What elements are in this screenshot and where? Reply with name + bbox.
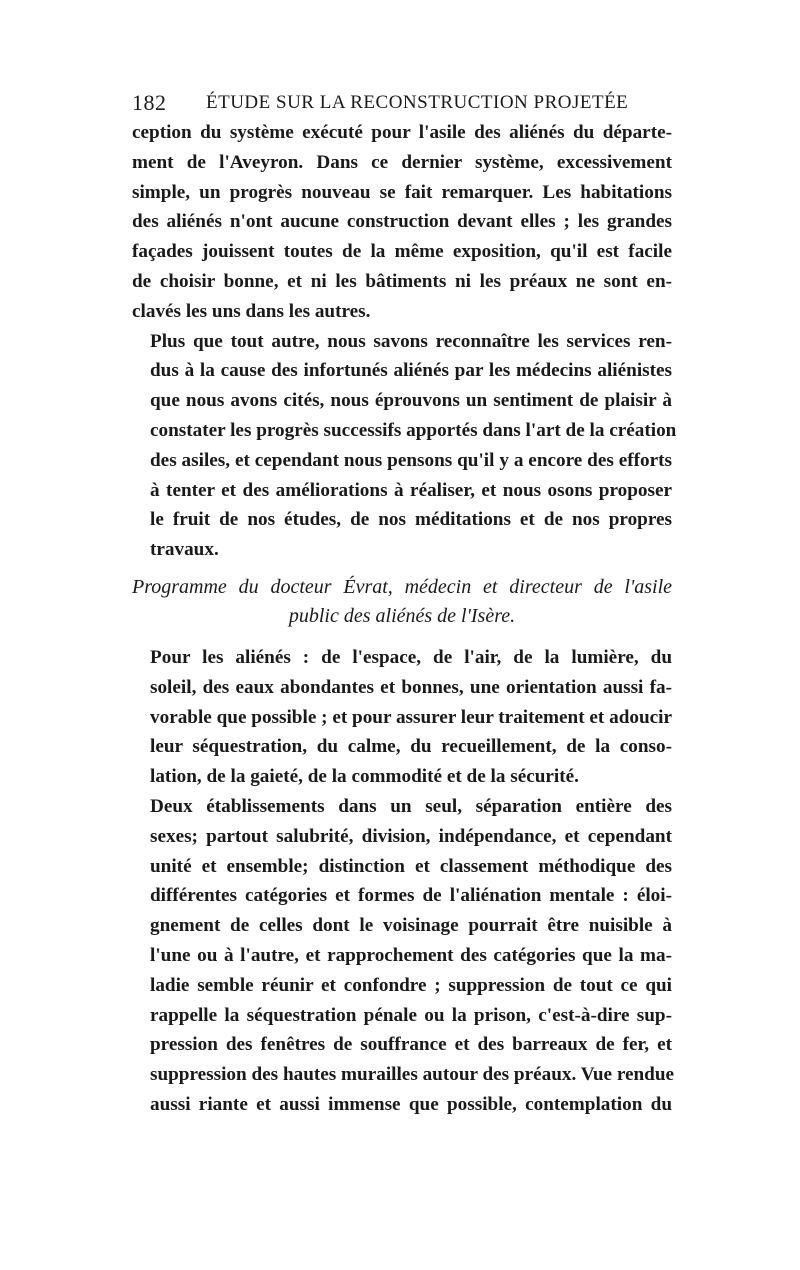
text-line: ladie semble réunir et confondre ; suppression de tout ce qui — [150, 974, 672, 996]
running-head — [132, 90, 672, 118]
text-line: unité et ensemble; distinction et classement méthodique des — [150, 855, 672, 877]
text-line: façades jouissent toutes de la même exposition, qu'il est facile — [132, 241, 672, 263]
text-line: gnement de celles dont le voisinage pourrait être nuisible à — [150, 915, 672, 937]
text-line: Plus que tout autre, nous savons reconnaître les services ren- — [150, 330, 672, 352]
text-line: de choisir bonne, et ni les bâtiments ni les préaux ne sont en- — [132, 270, 672, 292]
text-line: différentes catégories et formes de l'aliénation mentale : éloi- — [150, 885, 672, 907]
paragraph-1 — [132, 118, 672, 327]
text-line: sexes; partout salubrité, division, indépendance, et cependant — [150, 825, 672, 847]
text-line: dus à la cause des infortunés aliénés par les médecins aliénistes — [150, 360, 672, 382]
text-line: l'une ou à l'autre, et rapprochement des catégories que la ma- — [150, 944, 672, 966]
text-line: le fruit de nos études, de nos méditations et de nos propres — [150, 509, 672, 531]
text-line: ception du système exécuté pour l'asile des aliénés du départe- — [132, 122, 672, 143]
section-heading — [132, 573, 672, 631]
text-line: rappelle la séquestration pénale ou la prison, c'est-à-dire sup- — [150, 1004, 672, 1026]
text-line: ment de l'Aveyron. Dans ce dernier système, excessivement — [132, 151, 672, 173]
body-text — [132, 118, 677, 1120]
text-line: suppression des hautes murailles autour des préaux. Vue rendue — [150, 1064, 675, 1086]
paragraph-3 — [132, 643, 672, 792]
text-line: à tenter et des améliorations à réaliser, et nous osons proposer — [150, 479, 672, 501]
text-line: des asiles, et cependant nous pensons qu'il y a encore des efforts — [150, 449, 672, 471]
page-number: 182 — [132, 90, 167, 115]
paragraph-2 — [132, 327, 677, 565]
running-title: ÉTUDE SUR LA RECONSTRUCTION PROJETÉE — [206, 92, 629, 113]
text-line: lation, de la gaieté, de la commodité et de la sécurité. — [150, 766, 579, 788]
heading-line: Programme du docteur Évrat, médecin et directeur de l'asile — [132, 575, 672, 598]
text-line: simple, un progrès nouveau se fait remarquer. Les habitations — [132, 181, 672, 203]
text-line: aussi riante et aussi immense que possible, contemplation du — [150, 1093, 672, 1115]
text-line: soleil, des eaux abondantes et bonnes, une orientation aussi fa- — [150, 676, 672, 698]
text-line: que nous avons cités, nous éprouvons un sentiment de plaisir à — [150, 390, 672, 412]
heading-line: public des aliénés de l'Isère. — [288, 604, 516, 627]
paragraph-4 — [132, 792, 675, 1120]
text-line: clavés les uns dans les autres. — [132, 300, 371, 322]
text-line: vorable que possible ; et pour assurer leur traitement et adoucir — [150, 706, 672, 728]
text-line: travaux. — [150, 539, 219, 561]
text-line: leur séquestration, du calme, du recueillement, de la conso- — [150, 736, 672, 758]
text-line: Pour les aliénés : de l'espace, de l'air, de la lumière, du — [150, 646, 672, 668]
text-line: constater les progrès successifs apportés dans l'art de la création — [150, 419, 677, 441]
text-line: des aliénés n'ont aucune construction devant elles ; les grandes — [132, 211, 672, 233]
text-line: pression des fenêtres de souffrance et des barreaux de fer, et — [150, 1034, 672, 1056]
text-line: Deux établissements dans un seul, séparation entière des — [150, 795, 672, 817]
